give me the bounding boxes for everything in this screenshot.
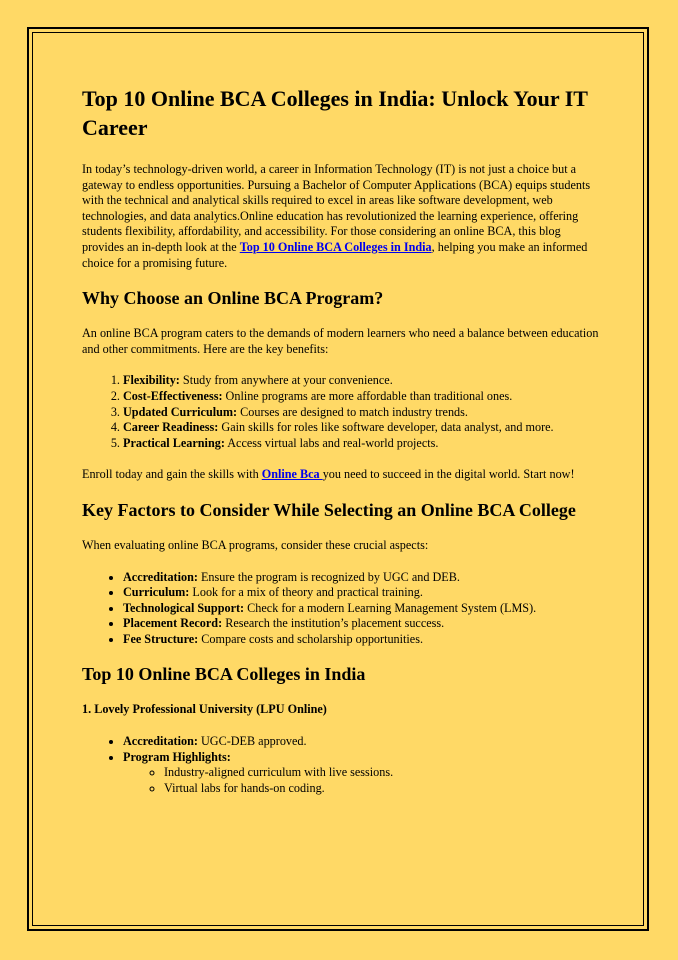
intro-text-2: , helping you make an informed choice for a promising future.	[82, 239, 588, 270]
list-item: • Fee Structure: Compare costs and scholarship opportunities.	[123, 632, 600, 648]
why-paragraph: An online BCA program caters to the demands of modern learners who need a balance between education and other commitments. Here are the key benefits:	[82, 326, 599, 356]
page-title: Top 10 Online BCA Colleges in India: Unlock Your IT Career	[82, 86, 588, 140]
colleges-heading: Top 10 Online BCA Colleges in India	[82, 664, 366, 685]
college-details-list	[82, 734, 600, 796]
benefits-list	[82, 373, 600, 451]
list-item: 4. Career Readiness: Gain skills for roles like software developer, data analyst, and more.	[123, 420, 600, 436]
list-item: 5. Practical Learning: Access virtual labs and real-world projects.	[123, 436, 600, 452]
list-item: 1. Flexibility: Study from anywhere at your convenience.	[123, 373, 600, 389]
factors-paragraph: When evaluating online BCA programs, consider these crucial aspects:	[82, 537, 429, 552]
enroll-paragraph: Enroll today and gain the skills with Online Bca you need to succeed in the digital world. Start now!	[82, 467, 575, 482]
highlights-list	[123, 765, 600, 796]
online-bca-link[interactable]: Online Bca	[261, 467, 323, 482]
intro-text-1: In today’s technology-driven world, a career in Information Technology (IT) is not just a choice but a gateway to endless opportunities. Pursuing a Bachelor of Computer Applications (BCA) equips students with the technical and analytical skills required to excel in areas like software development, web technologies, and data analytics.Online education has revolutionized the learning experience, offering students flexibility, affordability, and accessibility. For those considering an online BCA, this blog provides an in-depth look at the	[82, 162, 591, 254]
list-item: • Placement Record: Research the institution’s placement success.	[123, 616, 600, 632]
list-item: • Accreditation: Ensure the program is recognized by UGC and DEB.	[123, 570, 600, 586]
list-item: 2. Cost-Effectiveness: Online programs are more affordable than traditional ones.	[123, 389, 600, 405]
factors-heading: Key Factors to Consider While Selecting an Online BCA College	[82, 499, 576, 520]
list-item: 3. Updated Curriculum: Courses are designed to match industry trends.	[123, 405, 600, 421]
list-item: ◦ Virtual labs for hands-on coding.	[164, 781, 600, 797]
intro-paragraph	[82, 162, 600, 271]
factors-list	[82, 570, 600, 648]
list-item: ◦ Industry-aligned curriculum with live sessions.	[164, 765, 600, 781]
document-body	[82, 84, 600, 796]
top-colleges-link[interactable]: Top 10 Online BCA Colleges in India	[239, 239, 432, 254]
list-item: • Accreditation: UGC-DEB approved.	[123, 734, 600, 750]
list-item: • Curriculum: Look for a mix of theory and practical training.	[123, 585, 600, 601]
list-item: • Technological Support: Check for a modern Learning Management System (LMS).	[123, 601, 600, 617]
list-item: • Program Highlights: ◦ Industry-aligned curriculum with live sessions. ◦ Virtual labs for hands-on coding.	[123, 750, 600, 797]
college-title: 1. Lovely Professional University (LPU Online)	[82, 702, 327, 717]
why-heading: Why Choose an Online BCA Program?	[82, 288, 384, 309]
